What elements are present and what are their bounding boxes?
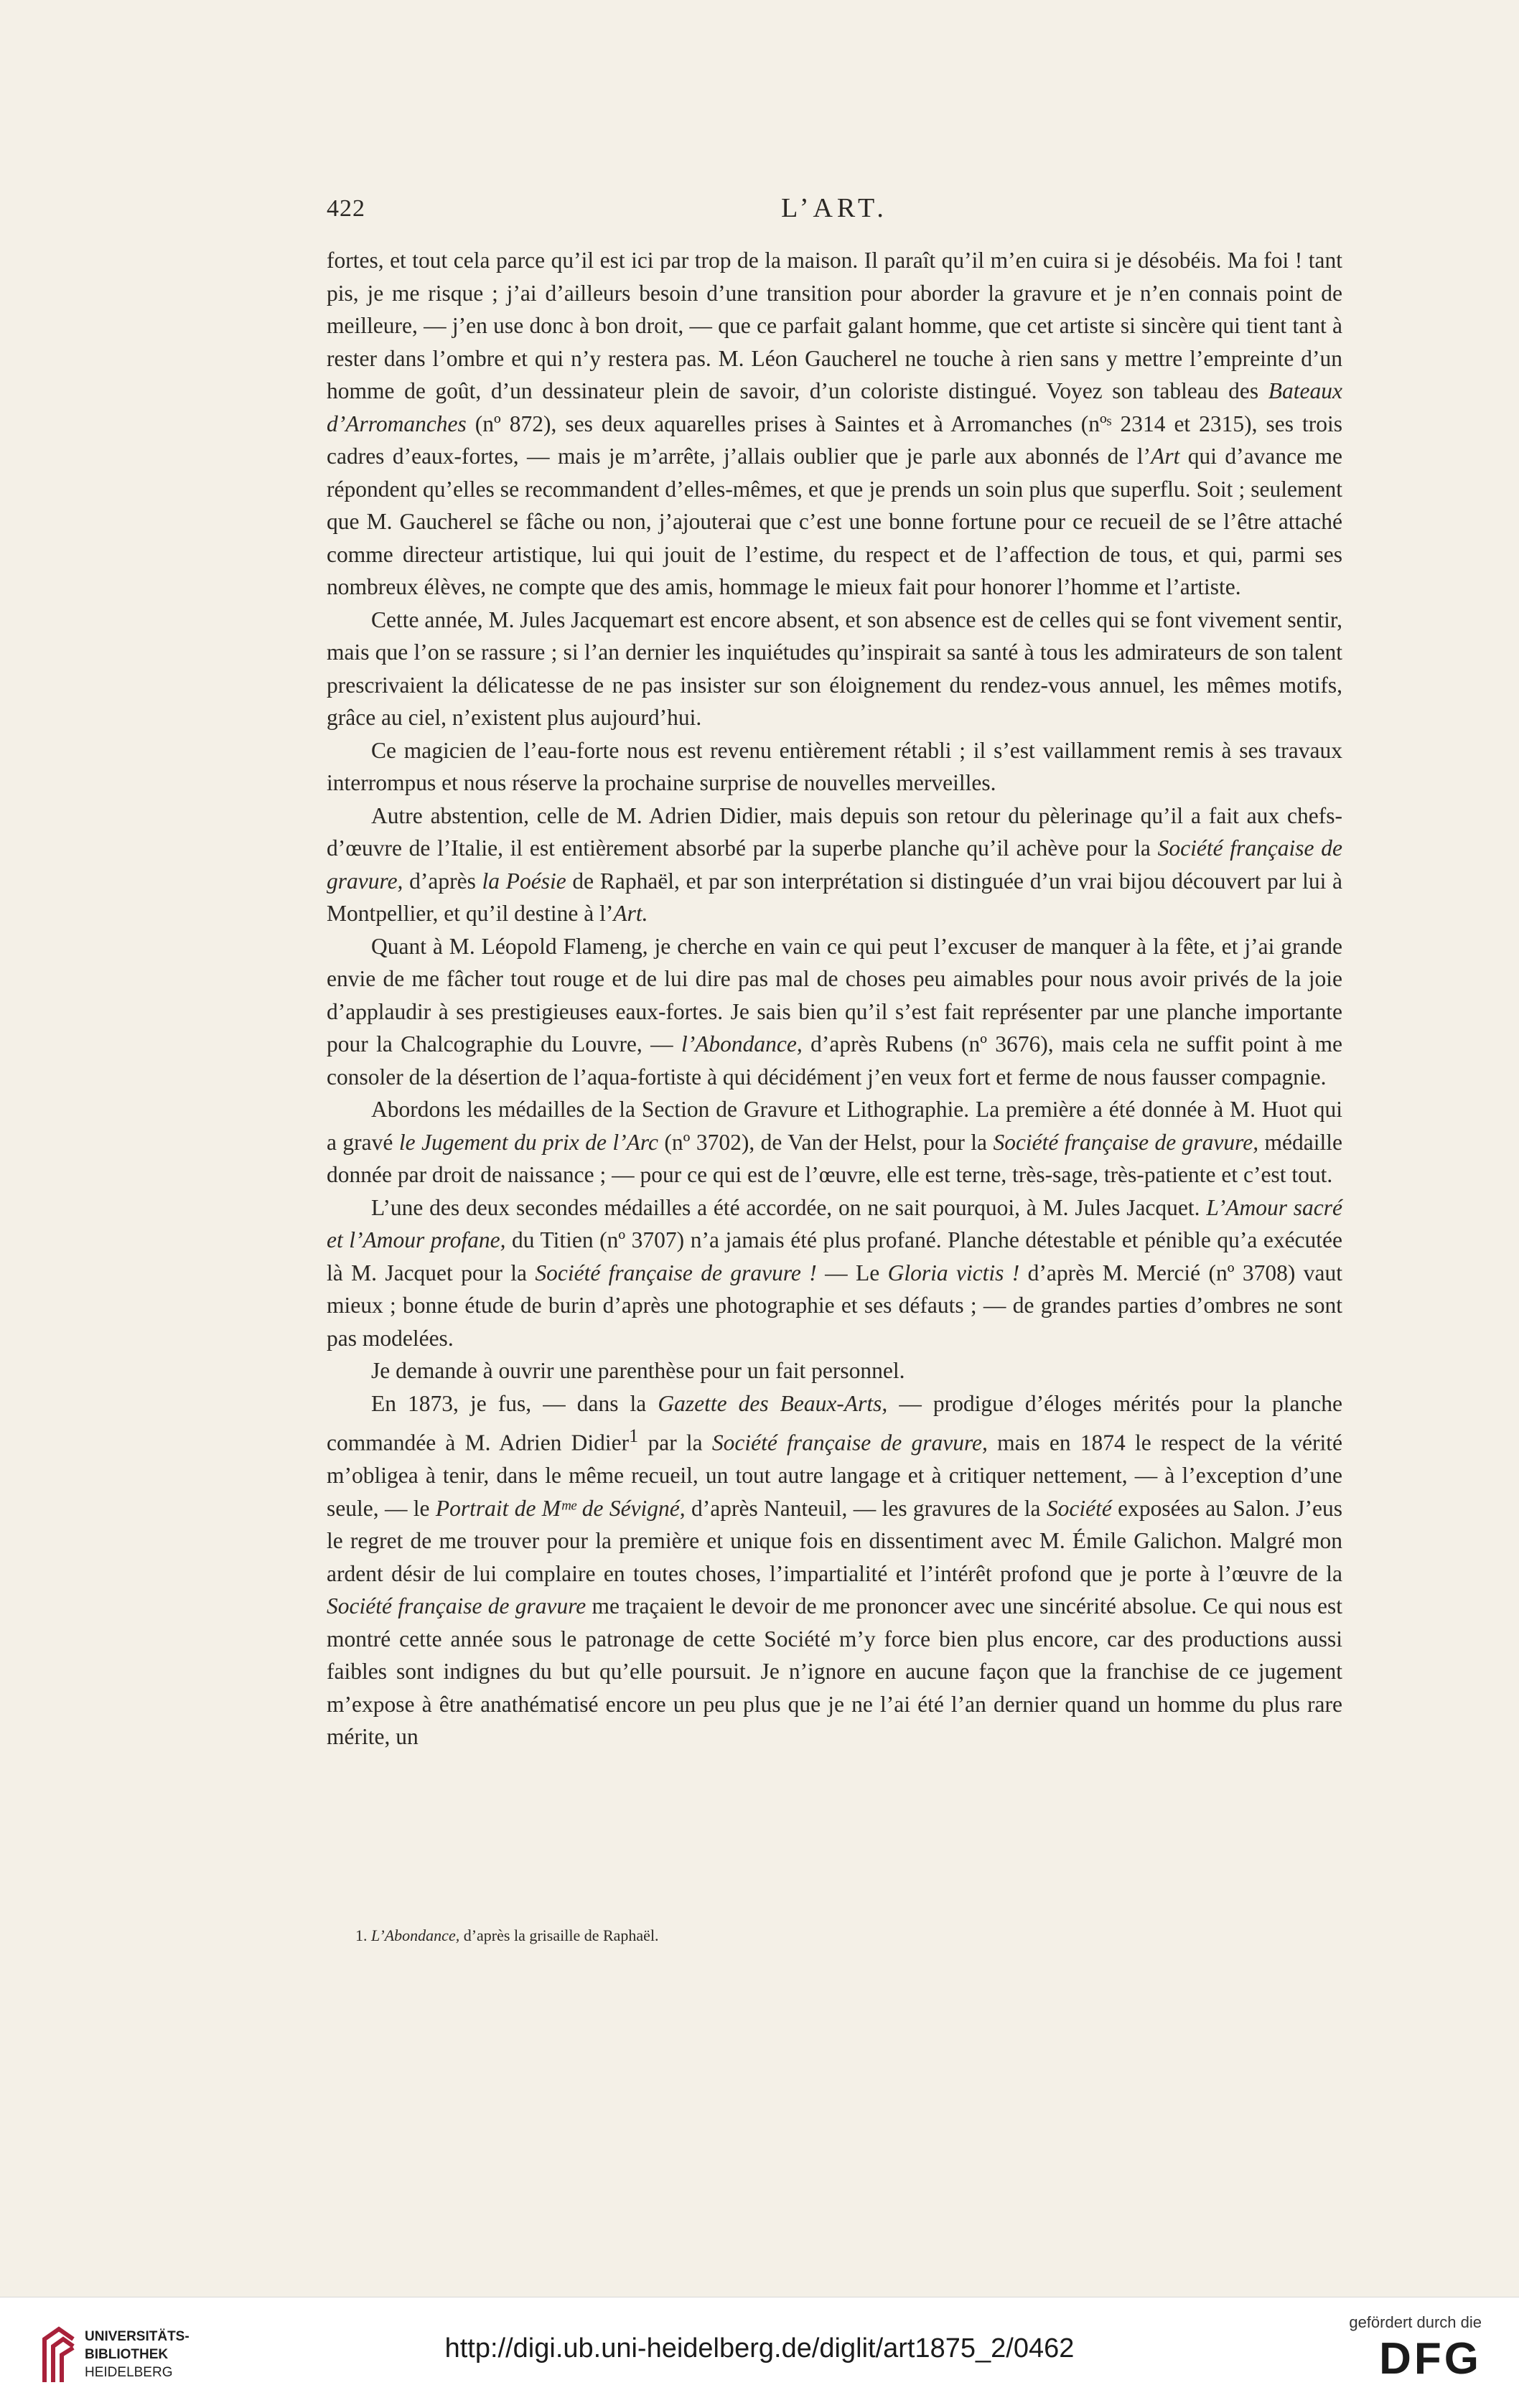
text-run: (nº 872), ses deux aquarelles prises à Saintes et à Arromanches (nºˢ 2314 et 2315), ses trois cadres d’eaux-fortes, — mais je m’arrête, j’allais oublier que je parle aux abonnés de l’ bbox=[327, 411, 1342, 469]
italic-title: L’Amour sacré et l’Amour profane, bbox=[327, 1194, 1342, 1252]
text-run: mais en 1874 le respect de la vérité m’obligea à tenir, dans le même recueil, un tout autre langage et à critiquer nettement, — à l’exception d’une seule, — le bbox=[327, 1430, 1342, 1521]
library-name-line-3: HEIDELBERG bbox=[85, 2365, 173, 2380]
footnote-text: d’après la grisaille de Raphaël. bbox=[459, 1926, 659, 1944]
text-run: Abordons les médailles de la Section de Gravure et Lithographie. La première a été donnée à M. Huot qui a gravé bbox=[327, 1097, 1342, 1155]
text-run: par la bbox=[638, 1430, 712, 1456]
italic-title: Société française de gravure, bbox=[327, 835, 1342, 894]
italic-title: Société française de gravure bbox=[327, 1593, 586, 1618]
italic-title: Art. bbox=[613, 901, 648, 926]
permalink-url[interactable]: http://digi.ub.uni-heidelberg.de/diglit/art1875_2/0462 bbox=[444, 2333, 1075, 2364]
italic-title: Société française de gravure ! bbox=[535, 1260, 817, 1285]
footnote bbox=[355, 1925, 1339, 1946]
text-run: d’après bbox=[403, 868, 482, 894]
text-run: fortes, et tout cela parce qu’il est ici par trop de la maison. Il paraît qu’il m’en cuira si je désobéis. Ma foi ! tant pis, je me risque ; j’ai d’ailleurs besoin d’une transition pour aborder la gravure et je n’en connais point de meilleure, — j’en use donc à bon droit, — que ce parfait galant homme, que cet artiste si sincère qui tient tant à rester dans l’ombre et qui n’y restera pas. M. Léon Gaucherel ne touche à rien sans y mettre l’empreinte d’un homme de goût, d’un dessinateur plein de savoir, d’un coloriste distingué. Voyez son tableau des bbox=[327, 248, 1342, 403]
library-name-line-1: UNIVERSITÄTS- bbox=[85, 2329, 190, 2344]
page-number: 422 bbox=[327, 195, 365, 222]
italic-title: Société française de gravure, bbox=[993, 1129, 1259, 1155]
footnote-number: 1. bbox=[355, 1926, 368, 1944]
footnote-title: L’Abondance, bbox=[371, 1926, 460, 1944]
paragraph bbox=[327, 1093, 1342, 1191]
paragraph bbox=[327, 734, 1342, 800]
footnote-marker: 1 bbox=[629, 1425, 639, 1446]
italic-title: Portrait de Mᵐᵉ de Sévigné, bbox=[435, 1495, 686, 1521]
digitization-footer bbox=[0, 2297, 1519, 2408]
paragraph bbox=[327, 1354, 1342, 1387]
text-run: de Raphaël, et par son interprétation si distinguée d’un vrai bijou découvert par lui à Montpellier, et qu’il destine à l’ bbox=[327, 868, 1342, 926]
paragraph bbox=[327, 930, 1342, 1094]
running-head bbox=[327, 192, 1342, 227]
paragraph bbox=[327, 1191, 1342, 1355]
text-run: Cette année, M. Jules Jacquemart est encore absent, et son absence est de celles qui se font vivement sentir, mais que l’on se rassure ; si l’an dernier les inquiétudes qu’inspirait sa santé à tous les admirateurs de son talent prescrivaient la délicatesse de ne pas insister sur son éloignement du rendez-vous annuel, les mêmes motifs, grâce au ciel, n’existent plus aujourd’hui. bbox=[327, 606, 1342, 730]
text-run: En 1873, je fus, — dans la bbox=[371, 1390, 658, 1416]
paragraph bbox=[327, 800, 1342, 930]
text-run: Ce magicien de l’eau-forte nous est revenu entièrement rétabli ; il s’est vaillamment remis à ses travaux interrompus et nous réserve la prochaine surprise de nouvelles merveilles. bbox=[327, 737, 1342, 795]
italic-title: Gloria victis ! bbox=[887, 1260, 1020, 1285]
italic-title: le Jugement du prix de l’Arc bbox=[398, 1129, 658, 1155]
text-run: me traçaient le devoir de me prononcer avec une sincérité absolue. Ce qui nous est montré cette année sous le patronage de cette Société m’y force bien plus encore, car des productions aussi faibles sont indignes du but qu’elle poursuit. Je n’ignore en aucune façon que la franchise de ce jugement m’expose à être anathématisé encore un peu plus que je ne l’ai été l’an dernier quand un homme du plus rare mérite, un bbox=[327, 1593, 1342, 1749]
text-run: L’une des deux secondes médailles a été accordée, on ne sait pourquoi, à M. Jules Jacquet. bbox=[371, 1194, 1207, 1220]
library-name-line-2: BIBLIOTHEK bbox=[85, 2347, 169, 2362]
text-run: Quant à M. Léopold Flameng, je cherche en vain ce qui peut l’excuser de manquer à la fête, et j’ai grande envie de me fâcher tout rouge et de lui dire pas mal de choses peu aimables pour nous avoir privés de la joie d’applaudir à ses prestigieuses eaux-fortes. Je sais bien qu’il s’est fait représenter par une planche importante pour la Chalcographie du Louvre, — bbox=[327, 933, 1342, 1057]
paragraph bbox=[327, 244, 1342, 604]
text-run: (nº 3702), de Van der Helst, pour la bbox=[658, 1129, 994, 1155]
funded-by-label: gefördert durch die bbox=[1349, 2313, 1482, 2331]
text-run: d’après M. Mercié (nº 3708) vaut mieux ; bonne étude de burin d’après une photographie et ses défauts ; — de grandes parties d’ombres ne sont pas modelées. bbox=[327, 1260, 1342, 1351]
italic-title: Société française de gravure, bbox=[711, 1430, 988, 1456]
text-run: médaille donnée par droit de naissance ; — pour ce qui est de l’œuvre, elle est terne, très-sage, très-patiente et c’est tout. bbox=[327, 1129, 1342, 1187]
article-body bbox=[327, 244, 1342, 1753]
italic-title: l’Abondance, bbox=[681, 1031, 803, 1057]
italic-title: la Poésie bbox=[482, 868, 566, 894]
paragraph bbox=[327, 604, 1342, 734]
paragraph bbox=[327, 1387, 1342, 1753]
dfg-logo-icon: DFG bbox=[1379, 2334, 1482, 2384]
journal-title: L’ART. bbox=[781, 193, 888, 223]
dfg-logo[interactable] bbox=[1281, 2313, 1482, 2399]
text-run: — prodigue d’éloges mérités pour la planche commandée à M. Adrien Didier bbox=[327, 1390, 1343, 1456]
text-run: d’après Nanteuil, — les gravures de la bbox=[685, 1495, 1047, 1521]
text-run: exposées au Salon. J’eus le regret de me trouver pour la première et unique fois en dissentiment avec M. Émile Galichon. Malgré mon ardent désir de lui complaire en toutes choses, l’impartialité et l’intérêt profond que je porte à l’œuvre de la bbox=[327, 1495, 1342, 1586]
text-run: Je demande à ouvrir une parenthèse pour un fait personnel. bbox=[371, 1358, 905, 1383]
italic-title: Art bbox=[1151, 444, 1180, 469]
text-run: du Titien (nº 3707) n’a jamais été plus profané. Planche détestable et pénible qu’a exécutée là M. Jacquet pour la bbox=[327, 1227, 1342, 1285]
italic-title: Société bbox=[1046, 1495, 1112, 1521]
text-run: — Le bbox=[816, 1260, 888, 1285]
italic-title: Bateaux d’Arromanches bbox=[327, 378, 1342, 436]
text-run: Autre abstention, celle de M. Adrien Didier, mais depuis son retour du pèlerinage qu’il a fait aux chefs-d’œuvre de l’Italie, il est entièrement absorbé par la superbe planche qu’il achève pour la bbox=[327, 802, 1342, 861]
text-run: qui d’avance me répondent qu’elles se recommandent d’elles-mêmes, et que je prends un soin plus que superflu. Soit ; seulement que M. Gaucherel se fâche ou non, j’ajouterai que c’est une bonne fortune pour ce recueil de se l’être attaché comme directeur artistique, lui qui jouit de l’estime, du respect et de l’affection de tous, et qui, parmi ses nombreux élèves, ne compte que des amis, hommage le mieux fait pour honorer l’homme et l’artiste. bbox=[327, 444, 1342, 599]
italic-title: Gazette des Beaux-Arts, bbox=[658, 1390, 888, 1416]
text-run: d’après Rubens (nº 3676), mais cela ne suffit point à me consoler de la désertion de l’aqua-fortiste à qui décidément j’en veux fort et ferme de nous fausser compagnie. bbox=[327, 1031, 1342, 1090]
